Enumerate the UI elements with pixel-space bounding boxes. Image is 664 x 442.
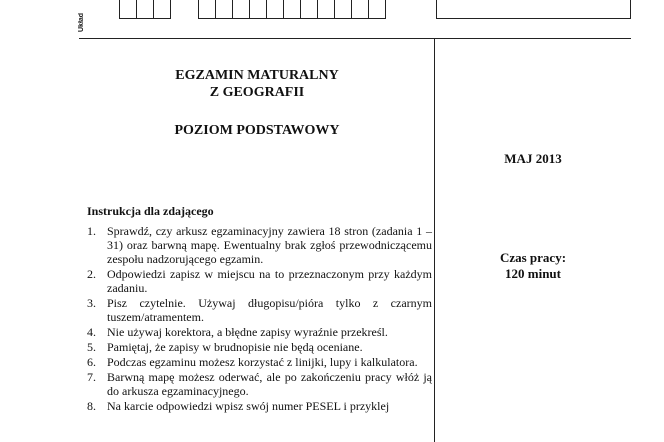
- side-label: Układ: [78, 12, 85, 32]
- code-cell: [215, 0, 233, 19]
- code-cell: [232, 0, 250, 19]
- time-label: Czas pracy:: [499, 250, 567, 265]
- code-cells-group-2: [198, 0, 385, 19]
- list-item: 8. Na karcie odpowiedzi wpisz swój numer PESEL i przyklej: [87, 399, 390, 413]
- code-cell: [368, 0, 386, 19]
- code-cell: [136, 0, 154, 19]
- list-item: 2. Odpowiedzi zapisz w miejscu na to przeznaczonym przy każdym zadaniu.: [87, 267, 432, 295]
- exam-date: MAJ 2013: [504, 151, 562, 166]
- horizontal-divider: [79, 38, 631, 39]
- code-cell: [249, 0, 267, 19]
- exam-title-line-1: EGZAMIN MATURALNY: [175, 68, 339, 83]
- instructions-heading: Instrukcja dla zdającego: [87, 204, 214, 218]
- code-cell: [266, 0, 284, 19]
- code-cell: [334, 0, 352, 19]
- exam-title-line-2: Z GEOGRAFII: [209, 85, 305, 100]
- code-box-large: [436, 0, 631, 19]
- exam-level: POZIOM PODSTAWOWY: [174, 123, 340, 138]
- code-cell: [198, 0, 216, 19]
- list-item: 7. Barwną mapę możesz oderwać, ale po zakończeniu pracy włóż ją do arkusza egzaminacyjnego.: [87, 370, 432, 398]
- list-item: 1. Sprawdź, czy arkusz egzaminacyjny zawiera 18 stron (zadania 1 – 31) oraz barwną mapę. Ewentualny brak zgłoś przewodniczącemu zespołu nadzorującego egzamin.: [87, 224, 432, 266]
- code-box-strip: [0, 0, 664, 38]
- code-cell: [119, 0, 137, 19]
- code-cell: [153, 0, 171, 19]
- list-item: 6. Podczas egzaminu możesz korzystać z linijki, lupy i kalkulatora.: [87, 355, 418, 369]
- code-cell: [300, 0, 318, 19]
- vertical-divider: [434, 38, 435, 442]
- list-item: 3. Pisz czytelnie. Używaj długopisu/pióra tylko z czarnym tuszem/atramentem.: [87, 296, 432, 324]
- list-item: 4. Nie używaj korektora, a błędne zapisy wyraźnie przekreśl.: [87, 325, 388, 339]
- code-cell: [351, 0, 369, 19]
- code-cell: [283, 0, 301, 19]
- instructions-list: [87, 224, 432, 414]
- list-item: 5. Pamiętaj, że zapisy w brudnopisie nie będą oceniane.: [87, 340, 363, 354]
- time-value: 120 minut: [505, 266, 561, 281]
- code-cells-group-1: [119, 0, 170, 19]
- code-cell: [317, 0, 335, 19]
